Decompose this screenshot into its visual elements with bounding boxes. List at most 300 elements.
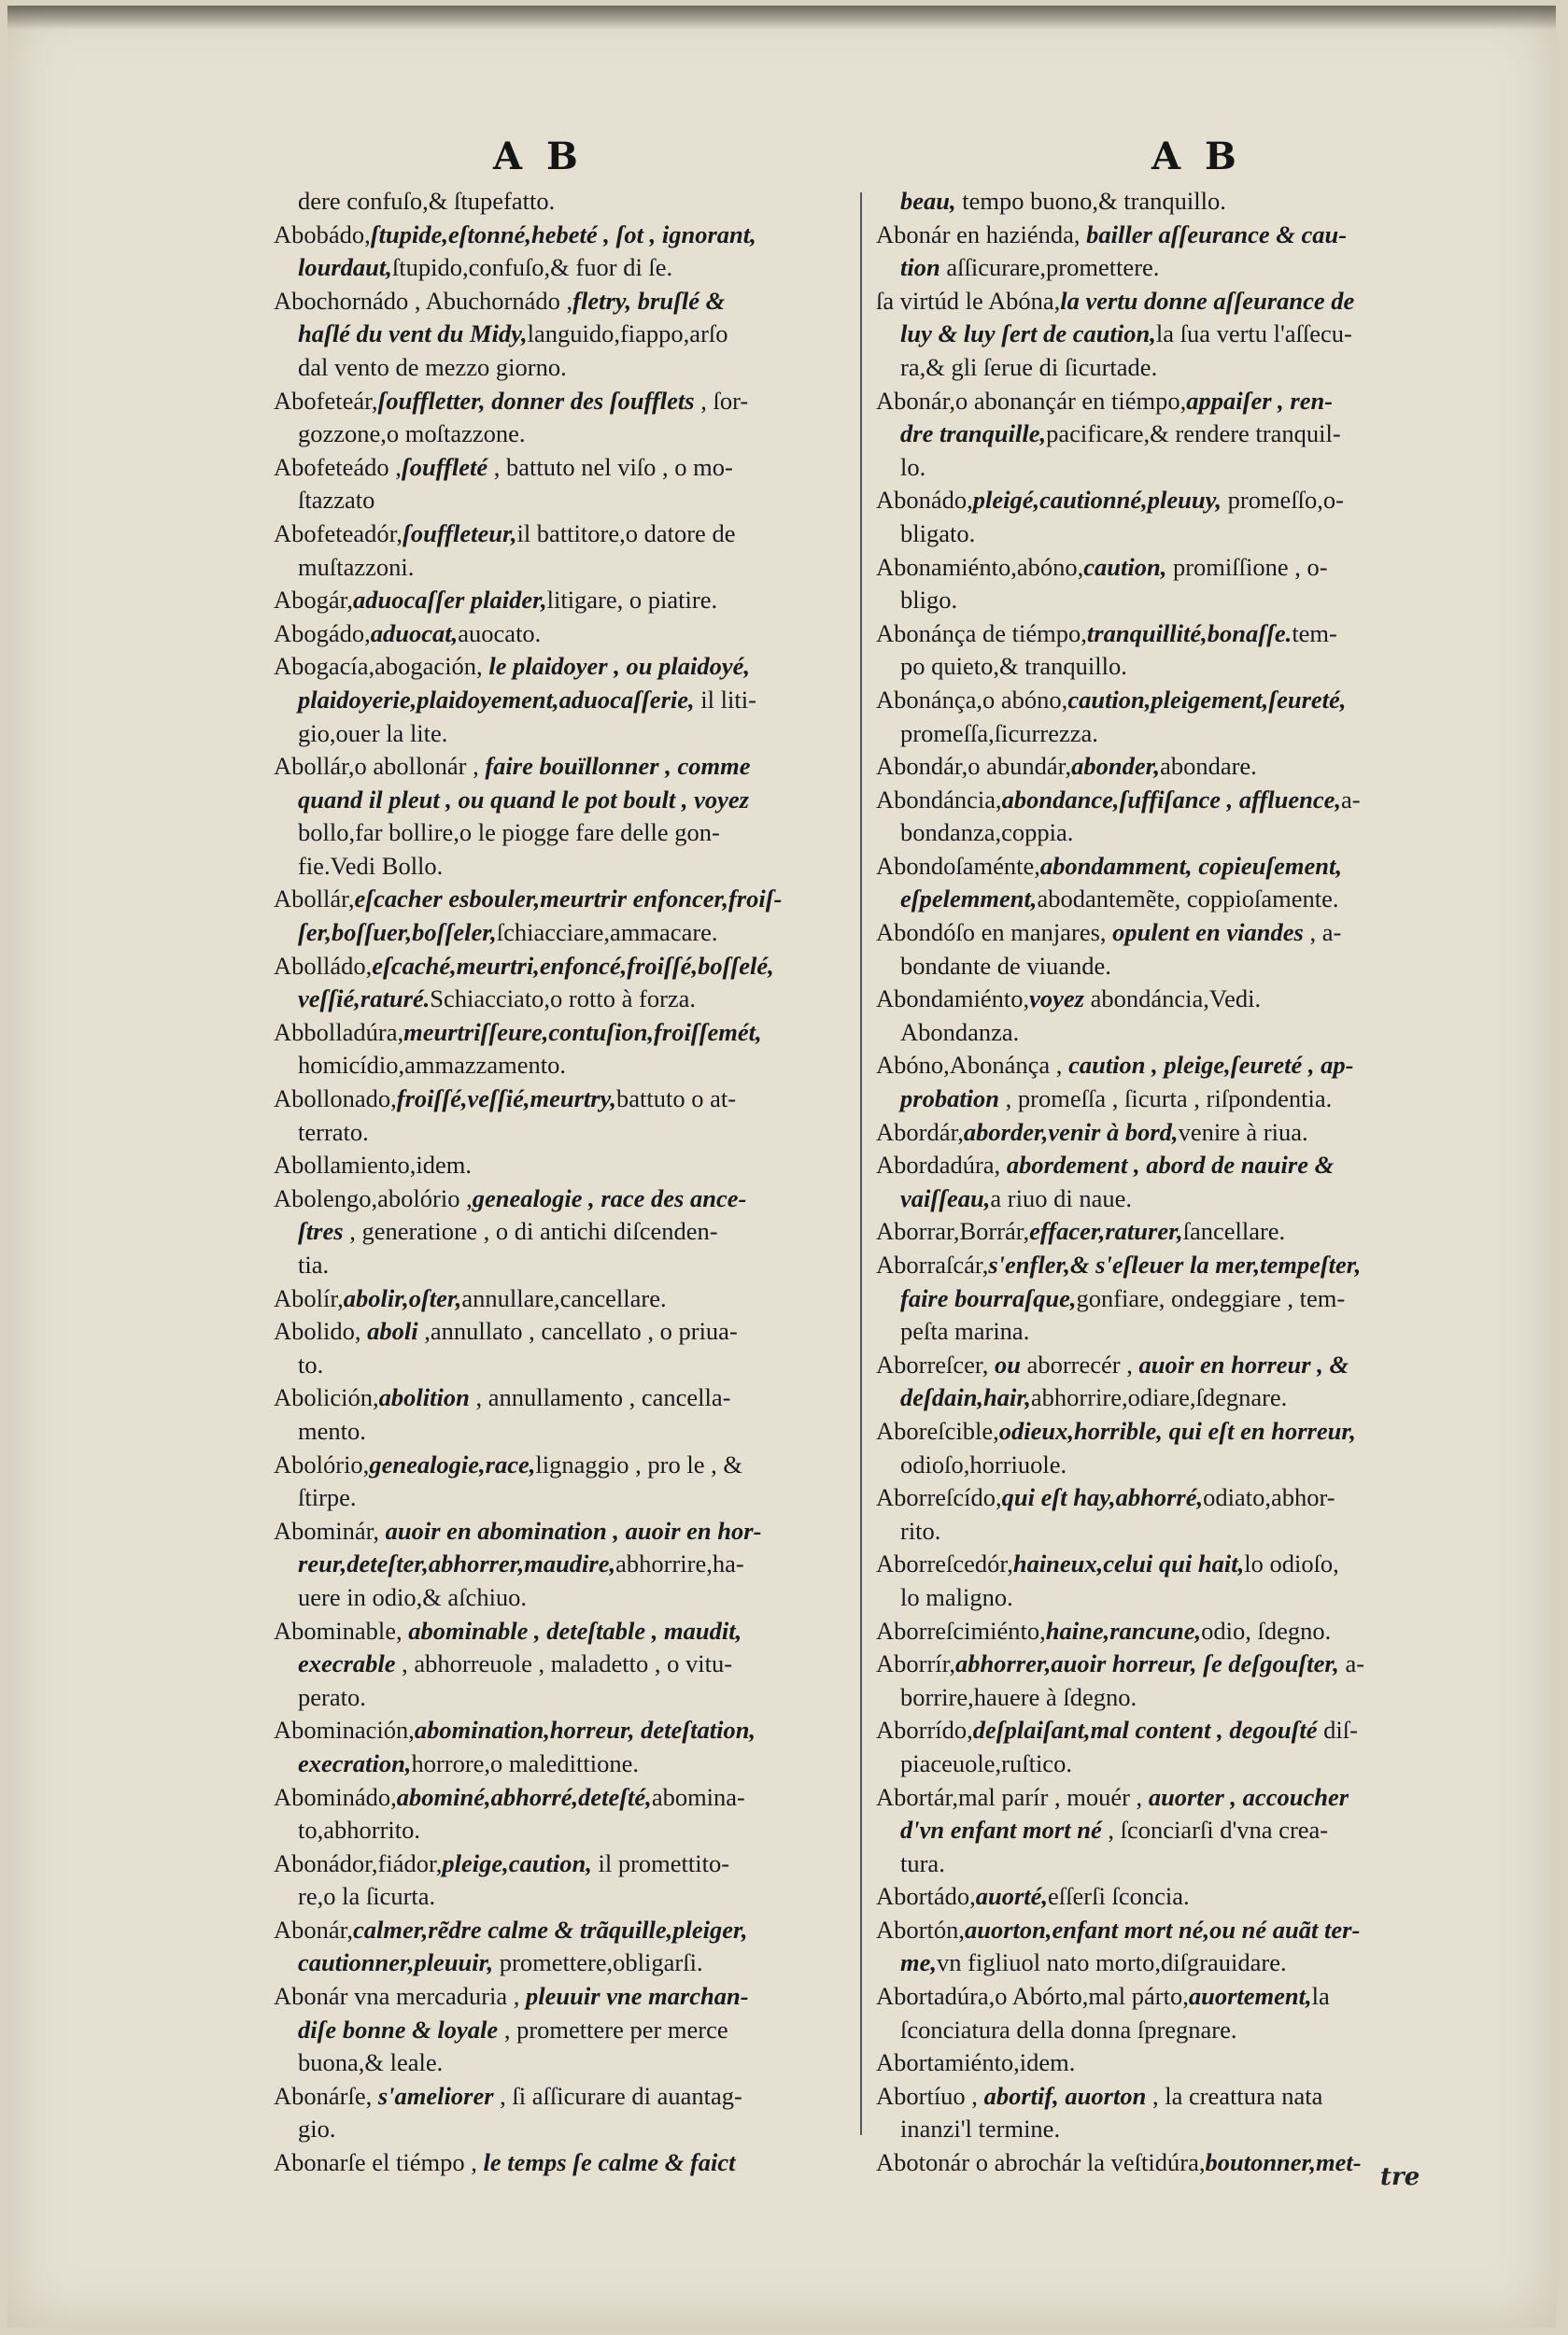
dictionary-line (274, 916, 867, 950)
dictionary-line (274, 1980, 867, 2014)
entry-text: Aborreſcedór, (876, 1550, 1013, 1578)
entry-text: diſ- (1317, 1716, 1358, 1745)
entry-text: Abochornádo , Abuchornádo , (274, 286, 573, 315)
dictionary-line (274, 1415, 867, 1449)
dictionary-line (274, 684, 867, 717)
entry-text: lo maligno. (900, 1582, 1013, 1611)
dictionary-column-right (876, 185, 1474, 2180)
french-gloss: lourdaut, (298, 253, 392, 282)
entry-text: Abollamiento,idem. (274, 1151, 472, 1180)
entry-text: , annullamento , cancella- (469, 1383, 731, 1412)
entry-text: Abominár, (274, 1516, 380, 1545)
dictionary-line (876, 816, 1474, 850)
entry-text: ſtirpe. (298, 1483, 357, 1512)
dictionary-line (274, 1515, 867, 1549)
french-gloss: calmer,rẽdre calme & trãquille,pleiger, (353, 1915, 748, 1944)
entry-text: Abofeteadór, (274, 518, 403, 547)
dictionary-line (876, 417, 1474, 451)
french-gloss: meurtriſſeure,contuſion,froiſſemét, (403, 1017, 762, 1046)
entry-text: aſſicurare,promettere. (939, 253, 1160, 282)
dictionary-line (876, 1349, 1474, 1382)
dictionary-line (876, 1648, 1474, 1681)
entry-text: annullare,cancellare. (461, 1283, 667, 1312)
french-gloss: genealogie , race des ance- (472, 1183, 747, 1212)
french-gloss: s'enfler,& s'eſleuer la mer,tempeſter, (988, 1251, 1362, 1279)
french-gloss: quand il pleut , ou quand le pot boult , voyez (298, 785, 749, 814)
french-gloss: abondance,ſuffiſance , affluence, (1001, 785, 1342, 814)
entry-text: , ſconciarſi d'vna crea- (1101, 1816, 1329, 1845)
dictionary-line (274, 1581, 867, 1615)
entry-text: ,annullato , cancellato , o priua- (417, 1317, 738, 1346)
dictionary-line (274, 2014, 867, 2047)
entry-text: promettere,obligarſi. (493, 1948, 703, 1977)
entry-text: a- (1338, 1649, 1365, 1678)
dictionary-line (876, 1880, 1474, 1914)
french-gloss: faire bouïllonner , comme (478, 752, 751, 781)
dictionary-line (274, 983, 867, 1016)
entry-text: Abortíuo , (876, 2081, 978, 2110)
french-gloss: appaiſer , ren- (1186, 386, 1334, 415)
entry-text: Abolír, (274, 1283, 344, 1312)
dictionary-line (876, 251, 1474, 285)
entry-text: Abondoſaménte, (876, 851, 1040, 880)
entry-text: promeſſa,ſicurrezza. (900, 718, 1098, 747)
entry-text: Abolório, (274, 1450, 370, 1479)
dictionary-line (274, 1847, 867, 1881)
french-gloss: abominable , deteſtable , maudit, (402, 1616, 742, 1645)
dictionary-line (274, 1381, 867, 1415)
entry-text: eſſerſi ſconcia. (1048, 1882, 1190, 1911)
dictionary-line (876, 617, 1474, 651)
entry-text: abondare. (1160, 752, 1257, 781)
french-gloss: auorté, (975, 1882, 1049, 1911)
entry-text: bollo,far bollire,o le piogge fare delle gon- (298, 818, 720, 847)
french-gloss: faire bourraſque, (900, 1283, 1077, 1312)
entry-text: Abobádo, (274, 219, 371, 248)
entry-text: abodantemẽte, coppioſamente. (1037, 884, 1339, 913)
dictionary-line (876, 2113, 1474, 2146)
entry-text: Abordadúra, (876, 1151, 1001, 1180)
dictionary-line (274, 1648, 867, 1681)
entry-text: aborrecér , (1020, 1350, 1133, 1379)
entry-text: Schiacciato,o rotto à forza. (430, 984, 697, 1013)
entry-text: Abortón, (876, 1915, 965, 1944)
french-gloss: auoir en horreur , & (1132, 1350, 1349, 1379)
entry-text: Abonádor,fiádor, (274, 1848, 443, 1877)
dictionary-line (274, 351, 867, 385)
entry-text: tem- (1292, 618, 1337, 647)
entry-text: Abolido, (274, 1317, 361, 1346)
dictionary-line (274, 551, 867, 585)
entry-text: , promeſſa , ſicurta , riſpondentia. (999, 1084, 1333, 1113)
french-gloss: ſouffleté (401, 452, 488, 481)
dictionary-line (876, 850, 1474, 884)
dictionary-line (274, 1083, 867, 1116)
dictionary-line (274, 650, 867, 684)
dictionary-line (274, 1049, 867, 1083)
entry-text: Abonánça,o abóno, (876, 685, 1068, 714)
entry-text: odioſo,horriuole. (900, 1450, 1067, 1479)
dictionary-line (876, 950, 1474, 984)
dictionary-line (274, 2146, 867, 2180)
entry-text: Abolládo, (274, 951, 373, 980)
entry-text: Abonárſe, (274, 2081, 373, 2110)
dictionary-line (876, 750, 1474, 784)
entry-text: Abominación, (274, 1716, 415, 1745)
entry-text: fie.Vedi Bollo. (298, 851, 444, 880)
entry-text: to,abhorrito. (298, 1816, 420, 1845)
entry-text: Abondár,o abundár, (876, 752, 1072, 781)
running-head-left: A B (493, 134, 584, 178)
entry-text: litigare, o piatire. (546, 586, 718, 615)
dictionary-line (876, 484, 1474, 517)
dictionary-line (274, 417, 867, 451)
french-gloss: abhorrer,auoir horreur, ſe deſgouſter, (955, 1649, 1339, 1678)
dictionary-line (876, 684, 1474, 717)
entry-text: Abogár, (274, 586, 354, 615)
entry-text: bondante de viuande. (900, 951, 1111, 980)
dictionary-line (876, 1548, 1474, 1581)
entry-text: ſtupido,confuſo,& fuor di ſe. (391, 253, 673, 282)
dictionary-line (876, 1481, 1474, 1515)
entry-text: a- (1341, 785, 1361, 814)
french-gloss: boutonner,met- (1205, 2148, 1362, 2177)
entry-text: dal vento de mezzo giorno. (298, 352, 567, 381)
dictionary-line (876, 2046, 1474, 2080)
french-gloss: haine,rancune, (1045, 1616, 1202, 1645)
entry-text: Abominádo, (274, 1782, 397, 1811)
dictionary-line (274, 1481, 867, 1515)
dictionary-line (876, 185, 1474, 219)
entry-text: , ſor- (694, 386, 749, 415)
dictionary-line (876, 916, 1474, 950)
dictionary-line (876, 1282, 1474, 1316)
dictionary-line (274, 1349, 867, 1382)
entry-text: Abolengo,abolório , (274, 1183, 473, 1212)
french-gloss: luy & luy ſert de caution, (900, 319, 1156, 348)
entry-text: , a- (1303, 918, 1342, 947)
french-gloss: auortement, (1188, 1982, 1312, 2011)
entry-text: promiſſione , o- (1166, 552, 1328, 581)
entry-text: Abollonado, (274, 1084, 397, 1113)
dictionary-line (274, 451, 867, 485)
entry-text: rito. (900, 1516, 941, 1545)
entry-text: , ſi aſſicurare di auantag- (493, 2081, 742, 2110)
dictionary-line (274, 484, 867, 517)
french-gloss: me, (900, 1948, 937, 1977)
entry-text: Abonár en haziénda, (876, 219, 1081, 248)
entry-text: Abondanza. (900, 1017, 1020, 1046)
entry-text: uere in odio,& aſchiuo. (298, 1582, 528, 1611)
entry-text: Aborreſcer, (876, 1350, 989, 1379)
dictionary-line (274, 517, 867, 551)
french-gloss: vaiſſeau, (900, 1183, 991, 1212)
entry-text: Aborreſcído, (876, 1483, 1002, 1512)
french-gloss: aboli (360, 1317, 418, 1346)
dictionary-line (274, 1880, 867, 1914)
french-gloss: le plaidoyer , ou plaidoyé, (482, 652, 750, 681)
french-gloss: diſe bonne & loyale (298, 2015, 499, 2044)
entry-text: gio,ouer la lite. (298, 718, 448, 747)
entry-text: ſancellare. (1182, 1217, 1286, 1246)
french-gloss: pleuuir vne marchan- (519, 1982, 749, 2011)
entry-text: Abonamiénto,abóno, (876, 552, 1084, 581)
french-gloss: veſſié,raturé. (298, 984, 431, 1013)
french-gloss: abominé,abhorré,deteſté, (396, 1782, 652, 1811)
french-gloss: abomination,horreur, deteſtation, (414, 1716, 756, 1745)
dictionary-line (876, 517, 1474, 551)
dictionary-line (876, 1083, 1474, 1116)
dictionary-line (876, 1415, 1474, 1449)
entry-text: Abogacía,abogación, (274, 652, 483, 681)
french-gloss: pleigé,cautionné,pleuuy, (972, 486, 1222, 515)
entry-text: lignaggio , pro le , & (535, 1450, 742, 1479)
dictionary-line (274, 1615, 867, 1649)
entry-text: Aborrír, (876, 1649, 956, 1678)
dictionary-line (274, 1315, 867, 1349)
entry-text: Abotonár o abrochár la veſtidúra, (876, 2148, 1206, 2177)
dictionary-line (876, 1615, 1474, 1649)
french-gloss: qui eſt hay,abhorré, (1001, 1483, 1204, 1512)
dictionary-line (274, 750, 867, 784)
dictionary-line (876, 784, 1474, 817)
entry-text: venire à riua. (1178, 1117, 1308, 1146)
entry-text: , la creattura nata (1146, 2081, 1323, 2110)
french-gloss: probation (900, 1084, 1000, 1113)
dictionary-line (876, 1215, 1474, 1249)
dictionary-line (274, 1182, 867, 1216)
french-gloss: deſplaiſant,mal content , degouſté (972, 1716, 1318, 1745)
dictionary-line (876, 1182, 1474, 1216)
dictionary-line (274, 617, 867, 651)
dictionary-line (274, 1282, 867, 1316)
french-gloss: odieux,horrible, qui eſt en horreur, (998, 1416, 1356, 1445)
dictionary-line (876, 1748, 1474, 1781)
entry-text: peſta marina. (900, 1317, 1030, 1346)
entry-text: abondáncia,Vedi. (1083, 984, 1262, 1013)
french-gloss: pleige,caution, (442, 1848, 592, 1877)
entry-text: Abortár,mal parír , mouér , (876, 1782, 1143, 1811)
entry-text: Abollár,o abollonár , (274, 752, 479, 781)
dictionary-line (274, 318, 867, 351)
dictionary-line (876, 1116, 1474, 1150)
french-gloss: auorter , accoucher (1142, 1782, 1349, 1811)
book-page (7, 6, 1556, 2328)
entry-text: buona,& leale. (298, 2048, 444, 2077)
dictionary-line (876, 1781, 1474, 1815)
entry-text: Aborrar,Borrár, (876, 1217, 1030, 1246)
french-gloss: ſtres (298, 1217, 344, 1246)
entry-text: la ſua vertu l'aſſecu- (1155, 319, 1352, 348)
dictionary-line (876, 1814, 1474, 1847)
dictionary-line (876, 219, 1474, 252)
entry-text: gozzone,o moſtazzone. (298, 419, 526, 448)
entry-text: lo. (900, 452, 926, 481)
entry-text: Aboreſcible, (876, 1416, 999, 1445)
dictionary-line (876, 1581, 1474, 1615)
entry-text: Abonár,o abonançár en tiémpo, (876, 386, 1187, 415)
dictionary-line (876, 1714, 1474, 1748)
french-gloss: bailler aſſeurance & cau- (1080, 219, 1348, 248)
dictionary-line (274, 385, 867, 418)
entry-text: il liti- (694, 685, 756, 714)
entry-text: ſconciatura della donna ſpregnare. (900, 2015, 1237, 2044)
entry-text: Abordár, (876, 1117, 964, 1146)
entry-text: ſchiacciare,ammacare. (496, 918, 718, 947)
dictionary-line (274, 219, 867, 252)
french-gloss: auorton,enfant mort né,ou né auãt ter- (964, 1915, 1361, 1944)
column-divider (860, 192, 862, 2135)
entry-text: lo odioſo, (1244, 1550, 1339, 1578)
dictionary-line (876, 2014, 1474, 2047)
entry-text: piaceuole,ruſtico. (900, 1748, 1072, 1777)
french-gloss: le temps ſe calme & faict (476, 2148, 736, 2177)
french-gloss: froiſſé,veſſié,meurtry, (396, 1084, 616, 1113)
french-gloss: la vertu donne aſſeurance de (1060, 286, 1355, 315)
entry-text: bligato. (900, 518, 976, 547)
entry-text: vn figliuol nato morto,diſgrauidare. (937, 1948, 1287, 1977)
running-head-right: A B (1151, 134, 1242, 178)
dictionary-line (274, 2113, 867, 2146)
entry-text: Abortamiénto,idem. (876, 2048, 1076, 2077)
entry-text: Abonádo, (876, 486, 973, 515)
entry-text: Abonánça de tiémpo, (876, 618, 1087, 647)
dictionary-line (274, 1449, 867, 1482)
page-top-edge (7, 6, 1556, 30)
french-gloss: reur,deteſter,abhorrer,maudire, (298, 1550, 616, 1578)
entry-text: abomina- (651, 1782, 745, 1811)
dictionary-line (876, 451, 1474, 485)
dictionary-line (274, 185, 867, 219)
entry-text: borrire,hauere à ſdegno. (900, 1682, 1137, 1711)
entry-text: Abollár, (274, 884, 355, 913)
entry-text: Abofeteádo , (274, 452, 402, 481)
dictionary-line (876, 1149, 1474, 1182)
entry-text: odio, ſdegno. (1201, 1616, 1332, 1645)
french-gloss: eſcacher esbouler,meurtrir enfoncer,froiſ- (354, 884, 783, 913)
dictionary-line (876, 1946, 1474, 1980)
dictionary-line (876, 318, 1474, 351)
french-gloss: s'ameliorer (372, 2081, 494, 2110)
dictionary-line (876, 385, 1474, 418)
dictionary-line (274, 717, 867, 751)
dictionary-line (876, 1449, 1474, 1482)
entry-text: , generatione , o di antichi diſcenden- (343, 1217, 718, 1246)
french-gloss: eſpelemment, (900, 884, 1038, 913)
french-gloss: aduocaſſer plaider, (353, 586, 547, 615)
dictionary-line (876, 1980, 1474, 2014)
french-gloss: cautionner,pleuuir, (298, 1948, 494, 1977)
dictionary-line (274, 1681, 867, 1715)
french-gloss: effacer,raturer, (1029, 1217, 1183, 1246)
entry-text: Abbolladúra, (274, 1017, 404, 1046)
dictionary-line (274, 1946, 867, 1980)
french-gloss: execrable (298, 1649, 396, 1678)
french-gloss: ou (988, 1350, 1021, 1379)
dictionary-line (876, 1249, 1474, 1282)
entry-text: dere confuſo,& ſtupefatto. (298, 187, 556, 215)
entry-text: Abortadúra,o Abórto,mal párto, (876, 1982, 1189, 2011)
entry-text: pacificare,& rendere tranquil- (1046, 419, 1341, 448)
french-gloss: genealogie,race, (369, 1450, 536, 1479)
dictionary-line (274, 883, 867, 916)
entry-text: , promettere per merce (498, 2015, 728, 2044)
dictionary-line (274, 1116, 867, 1150)
entry-text: po quieto,& tranquillo. (900, 652, 1127, 681)
entry-text: Abondáncia, (876, 785, 1002, 814)
entry-text: Aborrído, (876, 1716, 973, 1745)
french-gloss: caution,pleigement,ſeureté, (1067, 685, 1347, 714)
entry-text: re,o la ſicurta. (298, 1882, 436, 1911)
entry-text: languido,fiappo,arſo (527, 319, 728, 348)
french-gloss: fletry, bruſlé & (572, 286, 726, 315)
french-gloss: abortif, auorton (977, 2081, 1147, 2110)
entry-text: a riuo di naue. (990, 1183, 1132, 1212)
dictionary-line (274, 1914, 867, 1947)
entry-text: Abonár vna mercaduria , (274, 1982, 520, 2011)
entry-text: horrore,o maledittione. (411, 1748, 640, 1777)
french-gloss: aborder,venir à bord, (963, 1117, 1179, 1146)
entry-text: gonfiare, ondeggiare , tem- (1076, 1283, 1346, 1312)
entry-text: Aborraſcár, (876, 1251, 989, 1279)
french-gloss: abordement , abord de nauire & (1000, 1151, 1335, 1180)
dictionary-line (876, 551, 1474, 585)
dictionary-line (876, 2080, 1474, 2114)
dictionary-line (876, 883, 1474, 916)
dictionary-line (876, 1381, 1474, 1415)
catchword: tre (1380, 2163, 1420, 2191)
entry-text: battuto o at- (615, 1084, 737, 1113)
dictionary-line (876, 1016, 1474, 1050)
french-gloss: plaidoyerie,plaidoyement,aduocaſſerie, (298, 685, 695, 714)
entry-text: abhorrire,ha- (615, 1550, 744, 1578)
entry-text: ſtazzato (298, 486, 375, 515)
dictionary-line (274, 251, 867, 285)
french-gloss: tranquillité,bonaſſe. (1086, 618, 1293, 647)
dictionary-line (876, 285, 1474, 318)
entry-text: auocato. (458, 618, 542, 647)
entry-text: bligo. (900, 586, 958, 615)
entry-text: Abonarſe el tiémpo , (274, 2148, 477, 2177)
dictionary-line (274, 2046, 867, 2080)
dictionary-line (274, 285, 867, 318)
french-gloss: ſtupide,eſtonné,hebeté , ſot , ignorant, (370, 219, 756, 248)
entry-text: to. (298, 1350, 324, 1379)
dictionary-line (876, 1515, 1474, 1549)
entry-text: Abolición, (274, 1383, 379, 1412)
french-gloss: abonder, (1071, 752, 1161, 781)
dictionary-line (274, 850, 867, 884)
dictionary-line (876, 1847, 1474, 1881)
dictionary-line (876, 717, 1474, 751)
french-gloss: execration, (298, 1748, 412, 1777)
entry-text: bondanza,coppia. (900, 818, 1074, 847)
entry-text: terrato. (298, 1117, 369, 1146)
entry-text: il promettito- (591, 1848, 730, 1877)
entry-text: Abominable, (274, 1616, 403, 1645)
entry-text: tura. (900, 1848, 945, 1877)
dictionary-line (274, 584, 867, 617)
dictionary-line (274, 1781, 867, 1815)
dictionary-line (274, 2080, 867, 2114)
entry-text: , battuto nel viſo , o mo- (487, 452, 733, 481)
entry-text: la (1311, 1982, 1330, 2011)
french-gloss: eſcaché,meurtri,enfoncé,froiſſé,boſſelé, (372, 951, 774, 980)
entry-text: Abonár, (274, 1915, 354, 1944)
dictionary-line (274, 1714, 867, 1748)
french-gloss: caution, (1083, 552, 1167, 581)
dictionary-line (274, 1215, 867, 1249)
